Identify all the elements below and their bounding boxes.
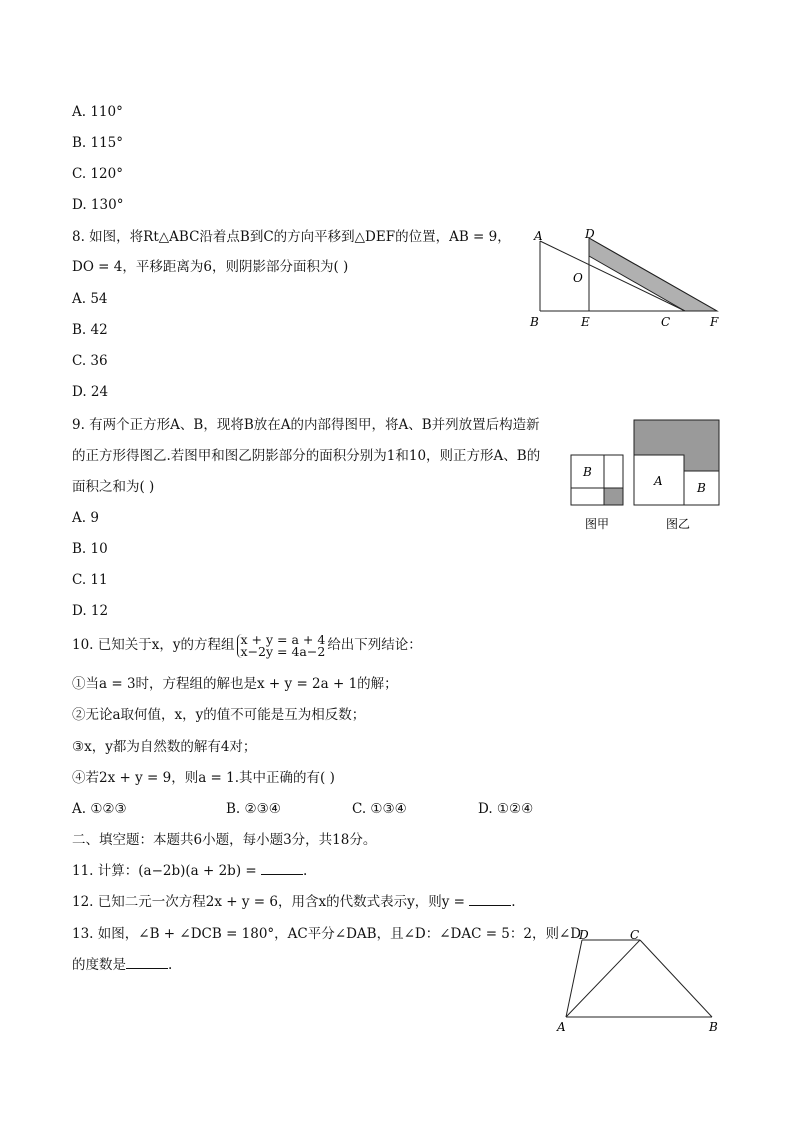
q13-answer-blank[interactable] bbox=[126, 956, 168, 969]
q8-label-f: F bbox=[710, 315, 719, 329]
q10-option-c: C. ①③④ bbox=[352, 801, 407, 817]
q10-eq2: x−2y = 4a−2 bbox=[240, 643, 326, 659]
q8-label-e: E bbox=[581, 315, 590, 329]
q9-caption-yi: 图乙 bbox=[666, 517, 691, 531]
q10-prefix: 10. 已知关于x，y的方程组 bbox=[72, 637, 235, 653]
q8-stem-line2: DO = 4，平移距离为6，则阴影部分面积为( ) bbox=[72, 259, 349, 275]
q9-figure bbox=[565, 415, 725, 540]
q9-option-a: A. 9 bbox=[72, 510, 99, 526]
q13-label-a: A bbox=[557, 1020, 566, 1034]
q13-label-d: D bbox=[579, 928, 589, 942]
q13-stem-line2 bbox=[72, 956, 172, 974]
q11-text: 11. 计算：(a−2b)(a + 2b) = bbox=[72, 863, 261, 879]
q8-option-b: B. 42 bbox=[72, 322, 108, 338]
q10-conclusion-3: ③x，y都为自然数的解有4对； bbox=[72, 739, 257, 755]
q8-option-d: D. 24 bbox=[72, 384, 109, 400]
q9-option-c: C. 11 bbox=[72, 572, 108, 588]
q8-label-c: C bbox=[661, 315, 671, 329]
section2-heading: 二、填空题：本题共6小题，每小题3分，共18分。 bbox=[72, 832, 377, 848]
q9-jia-shaded bbox=[604, 488, 623, 505]
q10-option-a: A. ①②③ bbox=[72, 801, 127, 817]
q11-end: . bbox=[303, 863, 308, 879]
q13-label-c: C bbox=[630, 928, 640, 942]
q10-conclusion-2: ②无论a取何值，x，y的值不可能是互为相反数； bbox=[72, 707, 366, 723]
q13-label-b: B bbox=[709, 1020, 718, 1034]
q8-label-o: O bbox=[573, 271, 583, 285]
q11-answer-blank[interactable] bbox=[261, 862, 303, 875]
q8-option-c: C. 36 bbox=[72, 353, 108, 369]
q9-option-d: D. 12 bbox=[72, 603, 109, 619]
q9-yi-label-b: B bbox=[697, 481, 706, 495]
q8-stem-line1: 8. 如图，将Rt△ABC沿着点B到C的方向平移到△DEF的位置，AB = 9， bbox=[72, 229, 511, 245]
q10-suffix: 给出下列结论： bbox=[327, 637, 422, 653]
q10-option-d: D. ①②④ bbox=[478, 801, 534, 817]
q9-caption-jia: 图甲 bbox=[585, 517, 610, 531]
q12-text: 12. 已知二元一次方程2x + y = 6，用含x的代数式表示y，则y = bbox=[72, 894, 470, 910]
q9-stem-line2: 的正方形得图乙.若图甲和图乙阴影部分的面积分别为1和10，则正方形A、B的 bbox=[72, 448, 541, 464]
q13-stem-line1: 13. 如图，∠B + ∠DCB = 180°，AC平分∠DAB，且∠D：∠DAC = 5：2，则∠D bbox=[72, 926, 582, 942]
q7-option-d: D. 130° bbox=[72, 197, 124, 213]
q9-stem-line1: 9. 有两个正方形A、B，现将B放在A的内部得图甲，将A、B并列放置后构造新 bbox=[72, 417, 540, 433]
q7-option-a: A. 110° bbox=[72, 104, 123, 120]
q9-option-b: B. 10 bbox=[72, 541, 108, 557]
q8-label-a: A bbox=[534, 229, 543, 243]
q8-option-a: A. 54 bbox=[72, 291, 108, 307]
q12-answer-blank[interactable] bbox=[469, 893, 511, 906]
q13-figure bbox=[552, 925, 727, 1040]
q7-option-c: C. 120° bbox=[72, 166, 123, 182]
q8-label-b: B bbox=[530, 315, 539, 329]
q10-option-b: B. ②③④ bbox=[226, 801, 281, 817]
q7-option-b: B. 115° bbox=[72, 135, 124, 151]
q13-end: . bbox=[168, 957, 173, 973]
q9-jia-label-b: B bbox=[583, 465, 592, 479]
q8-figure bbox=[525, 225, 730, 335]
q13-text: 的度数是 bbox=[72, 957, 126, 973]
q10-conclusion-4: ④若2x + y = 9，则a = 1.其中正确的有( ) bbox=[72, 770, 335, 786]
q10-stem bbox=[72, 632, 422, 658]
q9-yi-label-a: A bbox=[654, 474, 663, 488]
q10-eq1: x + y = a + 4 bbox=[240, 631, 326, 647]
q10-conclusion-1: ①当a = 3时，方程组的解也是x + y = 2a + 1的解； bbox=[72, 676, 398, 692]
q9-stem-line3: 面积之和为( ) bbox=[72, 479, 155, 495]
q8-label-d: D bbox=[585, 227, 595, 241]
q12 bbox=[72, 893, 516, 911]
q11 bbox=[72, 862, 307, 880]
q12-end: . bbox=[511, 894, 516, 910]
q10-equation-system bbox=[237, 631, 326, 659]
